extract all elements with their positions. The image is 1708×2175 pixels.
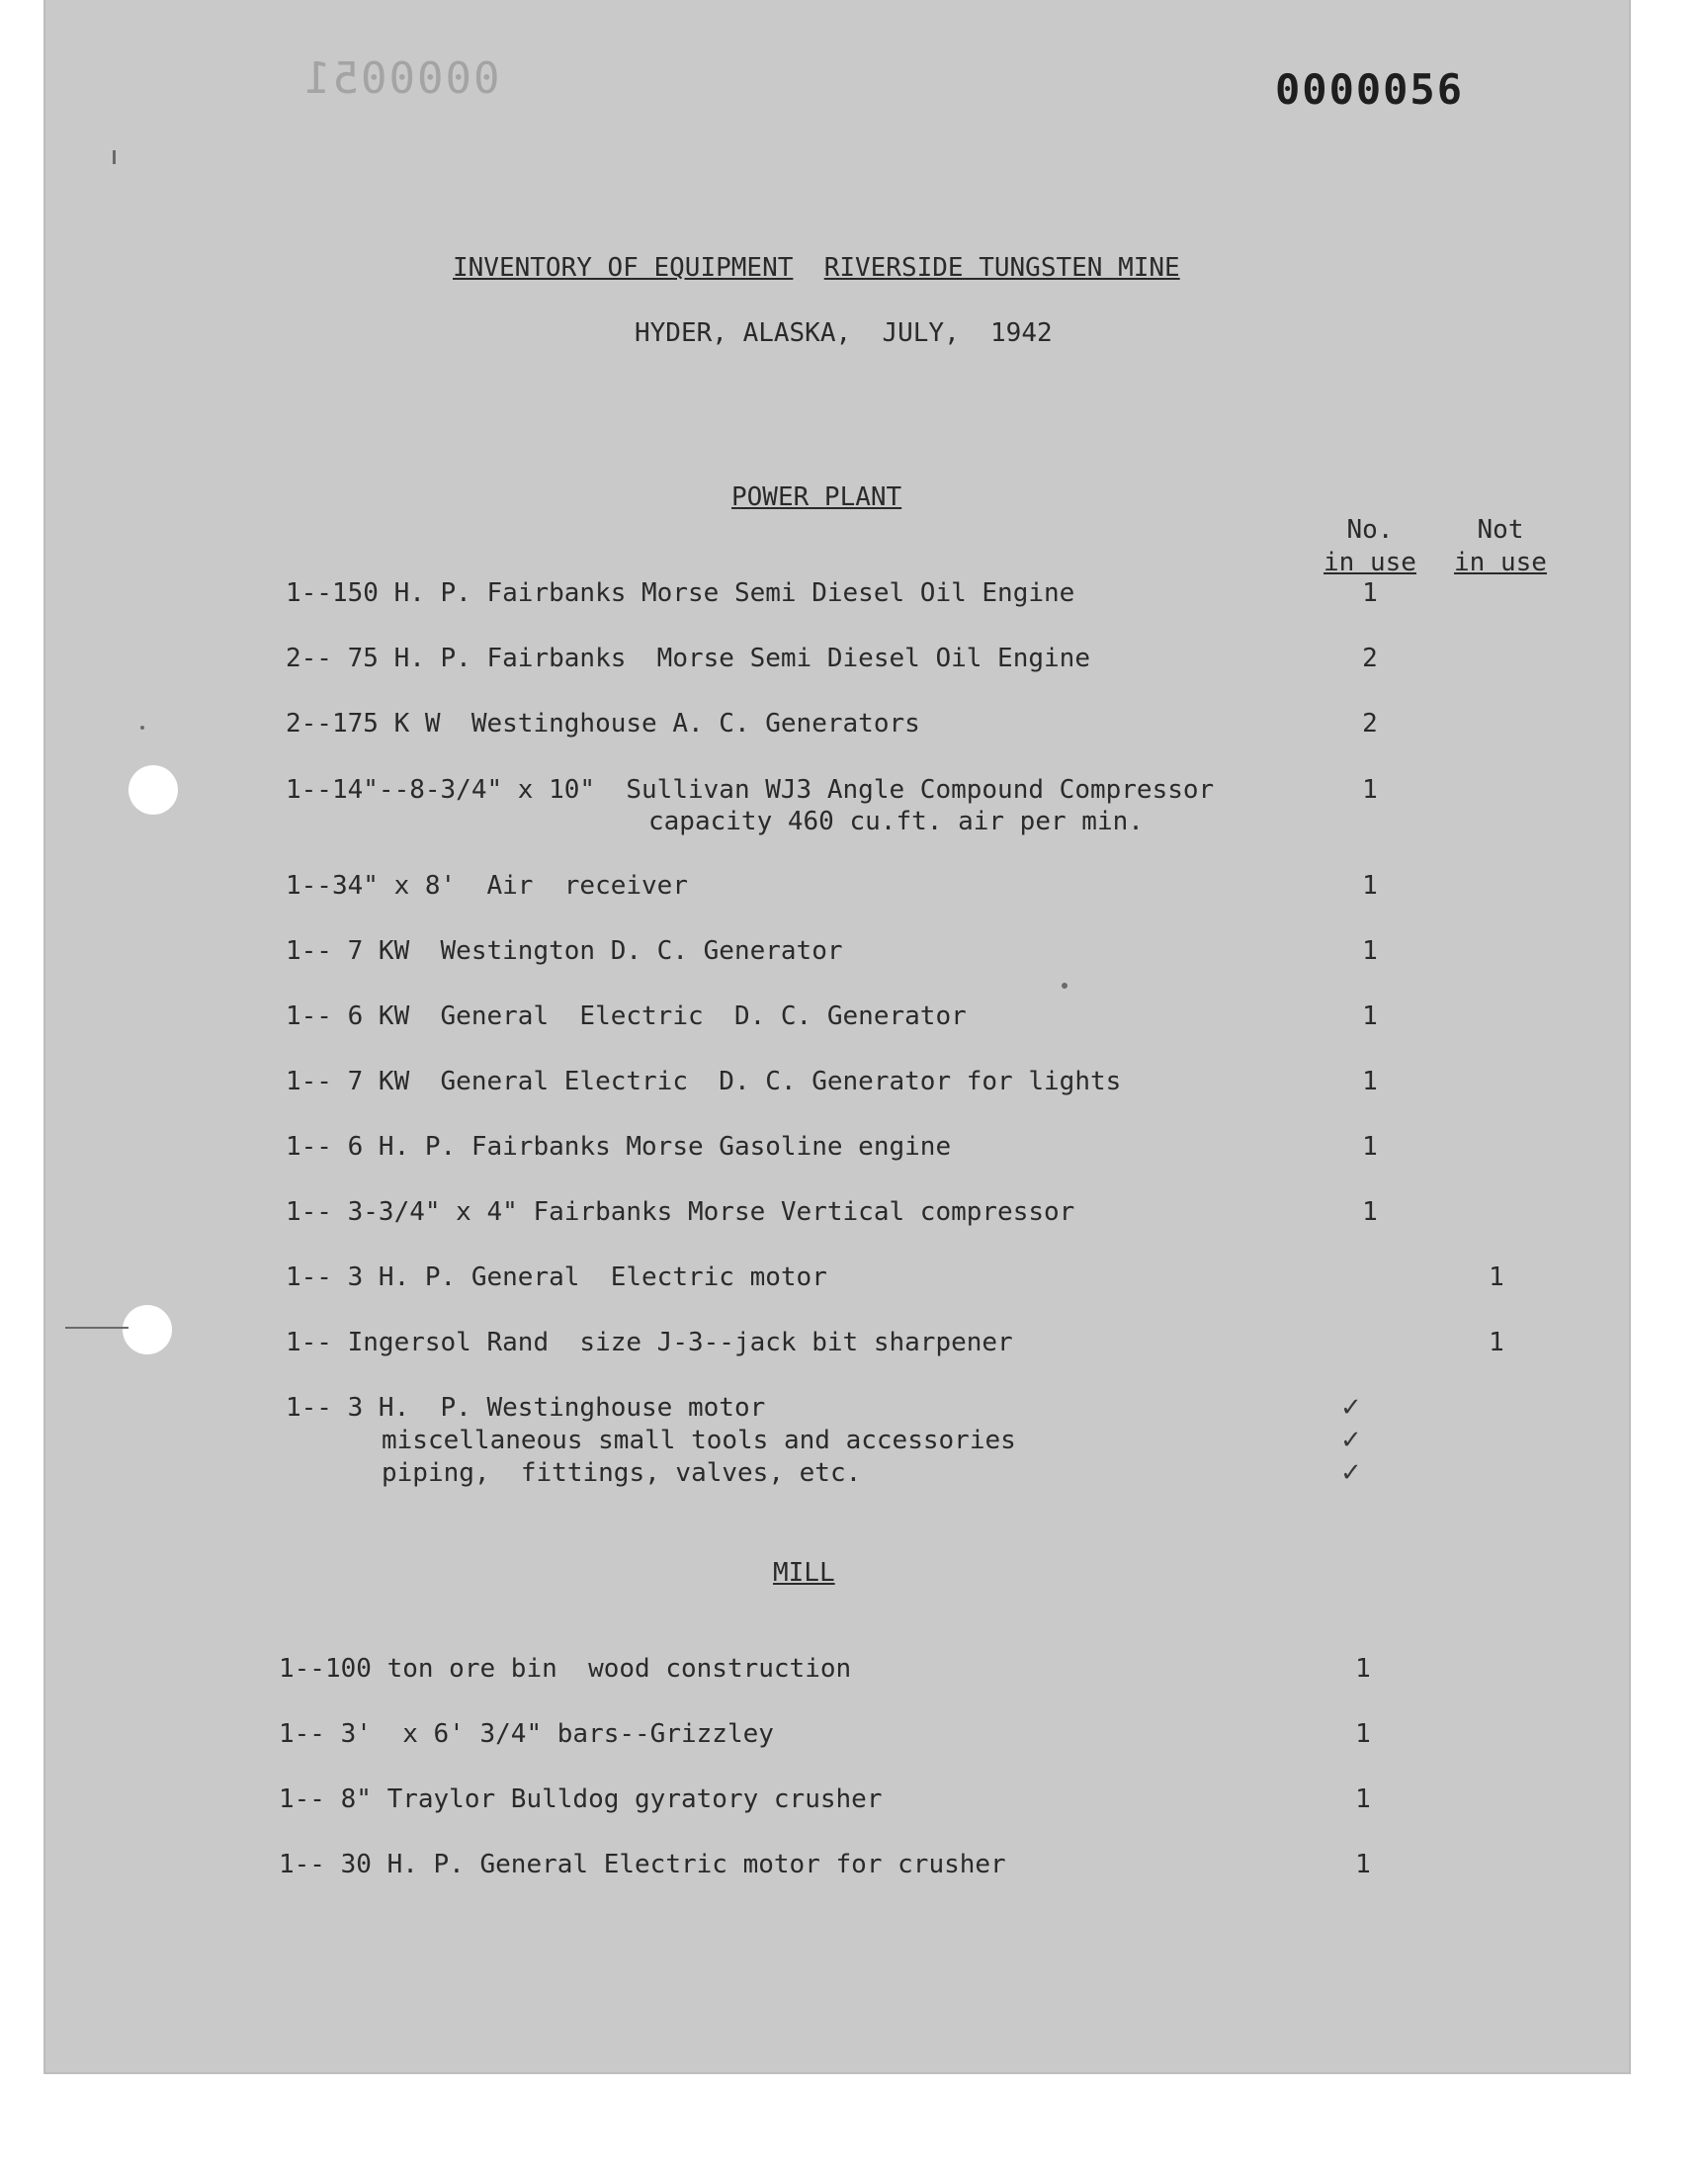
check-mark-icon: ✓ bbox=[1340, 1426, 1362, 1455]
title-left: INVENTORY OF EQUIPMENT bbox=[453, 253, 794, 283]
in-use-count: 1 bbox=[1355, 1719, 1371, 1749]
punch-hole bbox=[128, 765, 178, 815]
bleed-through-number: 0000051 bbox=[302, 53, 500, 104]
item-description: 2-- 75 H. P. Fairbanks Morse Semi Diesel Oil Engine bbox=[286, 644, 1090, 673]
column-header-not-in-use-top: Not bbox=[1477, 515, 1524, 545]
check-mark-icon: ✓ bbox=[1340, 1458, 1362, 1488]
column-header-in-use-top: No. bbox=[1346, 515, 1394, 545]
item-description: 1-- 30 H. P. General Electric motor for crusher bbox=[279, 1850, 1006, 1879]
in-use-count: 1 bbox=[1362, 1001, 1378, 1031]
in-use-count: 1 bbox=[1362, 578, 1378, 608]
in-use-count: 1 bbox=[1362, 936, 1378, 966]
column-header-not-in-use-bottom: in use bbox=[1454, 548, 1547, 577]
item-description: piping, fittings, valves, etc. bbox=[382, 1458, 862, 1488]
item-description: 1--34" x 8' Air receiver bbox=[286, 871, 688, 901]
in-use-count: 1 bbox=[1362, 871, 1378, 901]
document-number: 0000056 bbox=[1275, 65, 1465, 114]
section-heading-mill: MILL bbox=[773, 1558, 835, 1588]
in-use-count: 2 bbox=[1362, 709, 1378, 739]
item-description: 1-- 3 H. P. Westinghouse motor bbox=[286, 1393, 766, 1423]
punch-hole bbox=[123, 1305, 172, 1354]
check-mark-icon: ✓ bbox=[1340, 1393, 1362, 1423]
column-header-in-use-bottom: in use bbox=[1324, 548, 1416, 577]
page-subtitle: HYDER, ALASKA, JULY, 1942 bbox=[635, 318, 1053, 348]
column-header-in-use bbox=[1319, 514, 1421, 579]
in-use-count: 1 bbox=[1362, 775, 1378, 805]
item-description: 1-- 3' x 6' 3/4" bars--Grizzley bbox=[279, 1719, 774, 1749]
stray-mark bbox=[113, 150, 116, 164]
not-in-use-count: 1 bbox=[1489, 1328, 1504, 1357]
item-description: 1-- 7 KW General Electric D. C. Generator for lights bbox=[286, 1067, 1122, 1096]
item-description: 1-- 3-3/4" x 4" Fairbanks Morse Vertical compressor bbox=[286, 1197, 1075, 1227]
item-description-continued: capacity 460 cu.ft. air per min. bbox=[648, 807, 1144, 836]
item-description: 1-- 6 KW General Electric D. C. Generator bbox=[286, 1001, 967, 1031]
stray-mark bbox=[1062, 983, 1068, 989]
in-use-count: 1 bbox=[1355, 1654, 1371, 1684]
section-heading-power-plant: POWER PLANT bbox=[731, 482, 902, 512]
item-description: 1-- 6 H. P. Fairbanks Morse Gasoline engine bbox=[286, 1132, 952, 1162]
item-description: 1-- 3 H. P. General Electric motor bbox=[286, 1262, 827, 1292]
stray-mark bbox=[140, 726, 144, 730]
in-use-count: 1 bbox=[1362, 1197, 1378, 1227]
item-description: 1-- 7 KW Westington D. C. Generator bbox=[286, 936, 843, 966]
item-description: 1--14"--8-3/4" x 10" Sullivan WJ3 Angle Compound Compressor bbox=[286, 775, 1215, 805]
item-description: 2--175 K W Westinghouse A. C. Generators bbox=[286, 709, 920, 739]
in-use-count: 1 bbox=[1362, 1067, 1378, 1096]
title-right: RIVERSIDE TUNGSTEN MINE bbox=[823, 253, 1180, 283]
column-header-not-in-use bbox=[1449, 514, 1552, 579]
in-use-count: 1 bbox=[1362, 1132, 1378, 1162]
in-use-count: 1 bbox=[1355, 1784, 1371, 1814]
item-description: 1--150 H. P. Fairbanks Morse Semi Diesel Oil Engine bbox=[286, 578, 1075, 608]
page-title bbox=[453, 253, 1180, 283]
in-use-count: 2 bbox=[1362, 644, 1378, 673]
not-in-use-count: 1 bbox=[1489, 1262, 1504, 1292]
item-description: miscellaneous small tools and accessories bbox=[382, 1426, 1016, 1455]
item-description: 1-- 8" Traylor Bulldog gyratory crusher bbox=[279, 1784, 883, 1814]
stray-mark bbox=[65, 1327, 128, 1329]
item-description: 1--100 ton ore bin wood construction bbox=[279, 1654, 852, 1684]
item-description: 1-- Ingersol Rand size J-3--jack bit sharpener bbox=[286, 1328, 1013, 1357]
in-use-count: 1 bbox=[1355, 1850, 1371, 1879]
document-page bbox=[45, 0, 1629, 2072]
